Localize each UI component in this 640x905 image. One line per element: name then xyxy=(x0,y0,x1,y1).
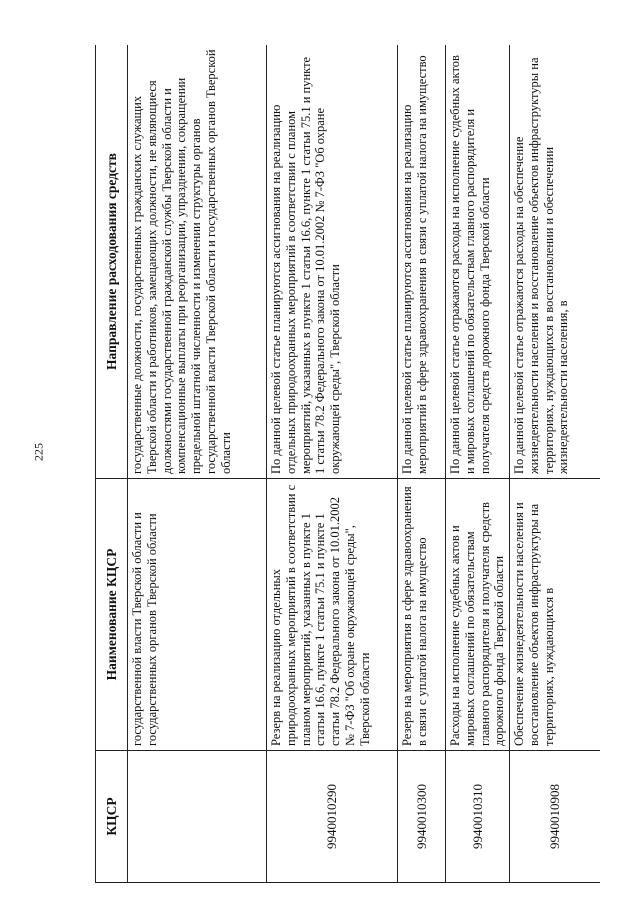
table-row xyxy=(510,45,601,883)
cell-code: 9940010290 xyxy=(267,751,398,883)
cell-name: Резерв на мероприятия в сфере здравоохранения в связи с уплатой налога на имущество xyxy=(398,479,446,751)
page-number: 225 xyxy=(31,443,46,461)
header-name: Наименование КЦСР xyxy=(96,479,128,751)
cell-direction: По данной целевой статье отражаются расходы на исполнение судебных актов и мировых соглашений по обязательствам главного распорядителя и получателя средств дорожного фонда Тверской области xyxy=(446,45,510,479)
cell-code: 9940010908 xyxy=(510,751,601,883)
table-row xyxy=(128,45,267,883)
rotated-page xyxy=(95,45,600,883)
kcsr-table xyxy=(95,45,600,883)
cell-name: Резерв на реализацию отдельных природоохранных мероприятий в соответствии с планом мероприятий, указанных в пункте 1 статьи 16.6, пункте 1 статьи 75.1 и пункте 1 статьи 78.2 Федерального закона от 10.01.2002 № 7-ФЗ "Об охране окружающей среды", Тверской области xyxy=(267,479,398,751)
table-row xyxy=(446,45,510,883)
cell-direction: По данной целевой статье планируются ассигнования на реализацию мероприятий в сфере здравоохранения в связи с уплатой налога на имущество xyxy=(398,45,446,479)
cell-name: государственной власти Тверской области и государственных органов Тверской области xyxy=(128,479,267,751)
cell-code: 9940010310 xyxy=(446,751,510,883)
table-row xyxy=(267,45,398,883)
cell-code xyxy=(128,751,267,883)
table-row xyxy=(398,45,446,883)
cell-name: Расходы на исполнение судебных актов и мировых соглашений по обязательствам главного распорядителя и получателя средств дорожного фонда Тверской области xyxy=(446,479,510,751)
header-direction: Направление расходования средств xyxy=(96,45,128,479)
header-code: КЦСР xyxy=(96,751,128,883)
kcsr-table-container xyxy=(95,45,600,883)
table-header-row xyxy=(96,45,128,883)
cell-name: Обеспечение жизнедеятельности населения и восстановление объектов инфраструктуры на территориях, нуждающихся в xyxy=(510,479,601,751)
cell-direction: государственные должности, государственных гражданских служащих Тверской области и работников, замещающих должности, не являющиеся должностями государственной гражданской службы Тверской области и компенсационные выплаты при реорганизации, упразднении, сокращении предельной штатной численности и изменении структуры органов государственной власти Тверской области и государственных органов Тверской области xyxy=(128,45,267,479)
cell-direction: По данной целевой статье планируются ассигнования на реализацию отдельных природоохранных мероприятий в соответствии с планом мероприятий, указанных в пункте 1 статьи 16.6, пункте 1 статьи 75.1 и пункте 1 статьи 78.2 Федерального закона от 10.01.2002 № 7-ФЗ "Об охране окружающей среды", Тверской области xyxy=(267,45,398,479)
cell-code: 9940010300 xyxy=(398,751,446,883)
cell-direction: По данной целевой статье отражаются расходы на обеспечение жизнедеятельности населения и восстановление объектов инфраструктуры на территориях, нуждающихся в восстановлении и обеспечении жизнедеятельности населения, в xyxy=(510,45,601,479)
